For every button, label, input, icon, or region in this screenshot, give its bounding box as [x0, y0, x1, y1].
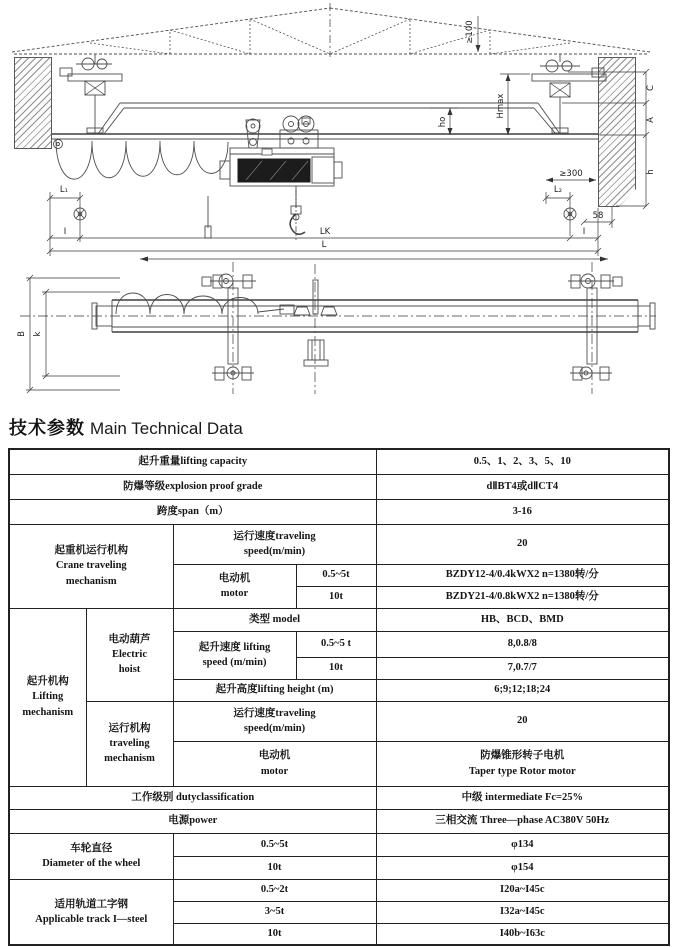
dim-label-i-right: I [582, 227, 586, 237]
hoist-speed-label: 起升速度 lifting speed (m/min) [173, 631, 296, 679]
span-value: 3-16 [376, 499, 669, 524]
crane-motor-value-2: BZDY21-4/0.8kWX2 n=1380转/分 [376, 586, 669, 608]
track-cap-3: 10t [173, 923, 376, 945]
track-value-1: I20a~I45c [376, 879, 669, 901]
hoist-speed-cap-2: 10t [296, 657, 376, 679]
wheel-cap-2: 10t [173, 856, 376, 879]
technical-data-table [8, 448, 670, 946]
crane-traveling-group: 起重机运行机构 Crane traveling mechanism [9, 524, 173, 608]
crane-motor-cap-1: 0.5~5t [296, 564, 376, 586]
pendant-control-icon [205, 196, 211, 238]
trav-speed-label: 运行速度traveling speed(m/min) [173, 701, 376, 741]
power-value: 三相交流 Three—phase AC380V 50Hz [376, 809, 669, 833]
track-group: 适用轨道工字钢 Applicable track I—steel [9, 879, 173, 945]
hook-icon [290, 186, 305, 240]
dim-chain-l [47, 240, 608, 262]
crane-motor-cap-2: 10t [296, 586, 376, 608]
trav-motor-value: 防爆锥形转子电机 Taper type Rotor motor [376, 741, 669, 786]
wheel-value-2: φ154 [376, 856, 669, 879]
hoist-speed-cap-1: 0.5~5 t [296, 631, 376, 657]
dim-l2 [543, 185, 576, 236]
wheel-diameter-group: 车轮直径 Diameter of the wheel [9, 833, 173, 879]
dim-label-i-left: I [63, 227, 67, 237]
hoist-model-label: 类型 model [173, 608, 376, 631]
dim-label-clearance-side: ≥300 [559, 169, 583, 179]
traveling-mechanism-group: 运行机构 traveling mechanism [86, 701, 173, 786]
section-title-zh: 技术参数 [9, 418, 85, 438]
bridge-girder [52, 103, 598, 149]
electric-hoist-group: 电动葫芦 Electric hoist [86, 608, 173, 701]
crane-traveling-speed-value: 20 [376, 524, 669, 564]
lifting-capacity-label: 起升重量lifting capacity [9, 449, 376, 474]
wheel-cap-1: 0.5~5t [173, 833, 376, 856]
dim-ho [430, 108, 458, 135]
wheel-value-1: φ134 [376, 833, 669, 856]
dim-label-b: B [17, 331, 27, 337]
hoist-speed-value-1: 8,0.8/8 [376, 631, 669, 657]
dim-l1 [47, 185, 86, 256]
dim-label-l1: L₁ [59, 185, 69, 195]
crane-drawings [0, 0, 676, 402]
dim-label-l: L [321, 240, 327, 250]
dim-label-l2: L₂ [553, 185, 563, 195]
dim-roof-clearance [465, 16, 481, 52]
power-label: 电源power [9, 809, 376, 833]
explosion-grade-value: dⅡBT4或dⅡCT4 [376, 474, 669, 499]
plan-view [17, 262, 656, 394]
duty-label: 工作级别 dutyclassification [9, 786, 376, 809]
dim-label-clearance-top: ≥100 [465, 20, 475, 44]
hoist-speed-value-2: 7,0.7/7 [376, 657, 669, 679]
duty-value: 中级 intermediate Fc=25% [376, 786, 669, 809]
dim-label-58: 58 [592, 211, 604, 221]
lifting-height-label: 起升高度lifting height (m) [173, 679, 376, 701]
dim-label-hmax: Hmax [496, 93, 506, 119]
dim-label-lk: LK [319, 227, 331, 237]
crane-traveling-speed-label: 运行速度traveling speed(m/min) [173, 524, 376, 564]
lifting-height-value: 6;9;12;18;24 [376, 679, 669, 701]
dim-label-c: C [646, 85, 656, 91]
track-value-3: I40b~I63c [376, 923, 669, 945]
crane-motor-label: 电动机 motor [173, 564, 296, 608]
roof-truss-icon [12, 3, 650, 57]
section-title-en: Main Technical Data [90, 419, 243, 438]
dim-label-h: h [646, 169, 656, 175]
crane-motor-value-1: BZDY12-4/0.4kWX2 n=1380转/分 [376, 564, 669, 586]
track-cap-1: 0.5~2t [173, 879, 376, 901]
lifting-mechanism-group: 起升机构 Lifting mechanism [9, 608, 86, 786]
dim-label-k: k [33, 331, 43, 337]
dim-k [33, 289, 120, 379]
span-label: 跨度span（m） [9, 499, 376, 524]
elevation-view [12, 3, 656, 262]
hoist-model-value: HB、BCD、BMD [376, 608, 669, 631]
dim-label-ho: ho [438, 116, 448, 128]
trav-motor-label: 电动机 motor [173, 741, 376, 786]
track-value-2: I32a~I45c [376, 901, 669, 923]
dim-side-clearance [546, 169, 596, 183]
girder-plan [92, 300, 655, 332]
explosion-grade-label: 防爆等级explosion proof grade [9, 474, 376, 499]
trav-speed-value: 20 [376, 701, 669, 741]
dim-hmax [496, 74, 530, 135]
right-end-trolley-icon [532, 54, 606, 134]
electric-hoist-icon [220, 116, 342, 186]
track-cap-2: 3~5t [173, 901, 376, 923]
festoon-cable-icon [56, 140, 228, 179]
lifting-capacity-value: 0.5、1、2、3、5、10 [376, 449, 669, 474]
dim-label-a: A [646, 117, 656, 123]
festoon-cable-plan-icon [116, 280, 337, 366]
section-title [0, 402, 676, 448]
